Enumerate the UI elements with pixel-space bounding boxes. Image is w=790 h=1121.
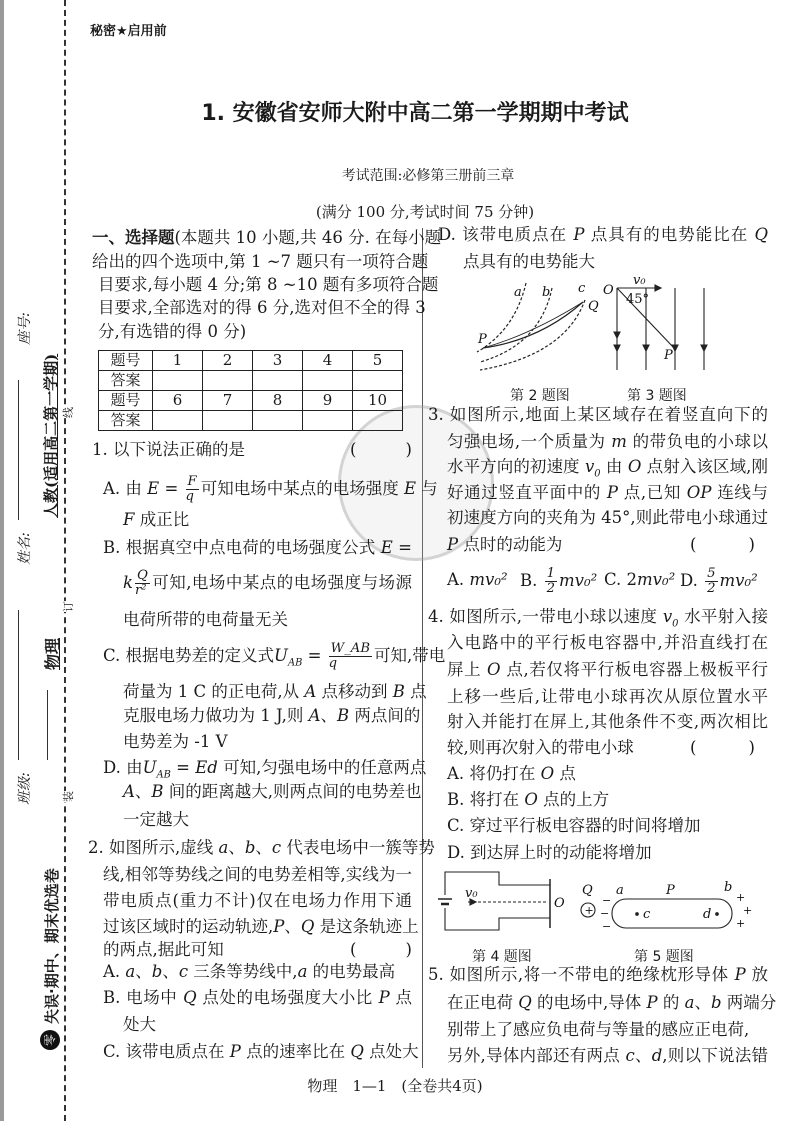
answer-option: C. 2mv₀²: [604, 570, 676, 589]
label-d: d: [703, 907, 712, 922]
figure-3: [603, 273, 707, 370]
label-b: b: [724, 880, 733, 895]
figure-2: [477, 281, 599, 370]
text-line: 电势差为 -1 V: [123, 732, 228, 751]
text-line: A、B 间的距离越大,则两点间的电势差也: [123, 782, 422, 801]
label-v0: v₀: [633, 273, 646, 288]
text-line: 射入并能打在屏上,其他条件不变,两次相比: [447, 712, 768, 731]
row-header: 题号: [99, 391, 153, 411]
Q-charge-sign: +: [584, 904, 594, 917]
text-line: D. 到达屏上时的动能将增加: [447, 843, 652, 862]
text-line: 较,则再次射入的带电小球: [447, 738, 634, 757]
text-line: F 成正比: [123, 510, 190, 529]
positive-charge-sign: +: [743, 904, 753, 917]
question-number-cell: 4: [303, 351, 353, 371]
label-c: c: [643, 907, 651, 922]
question-number-cell: 2: [203, 351, 253, 371]
text-line: 上移一些后,让带电小球再次从原位置水平: [447, 687, 768, 706]
series-logo: 零: [40, 1030, 60, 1050]
text-line: 点具有的电势能大: [463, 252, 595, 271]
text-line: 5. 如图所示,将一不带电的绝缘枕形导体 P 放: [428, 965, 768, 984]
figure-5-caption: 第 5 题图: [634, 949, 694, 965]
exam-scope: 考试范围:必修第三册前三章: [341, 168, 515, 184]
text-line: 一定越大: [123, 810, 189, 829]
subject-label: 物理: [43, 637, 62, 670]
class-label: 班级:: [17, 772, 33, 805]
name-label: 姓名:: [17, 532, 33, 565]
text-line: 分,有选错的得 0 分): [98, 322, 247, 341]
text-line: 处大: [123, 1015, 156, 1034]
text-line: B. 电场中 Q 点处的电场强度大小比 P 点: [103, 988, 412, 1007]
negative-charge-sign: −: [602, 920, 612, 933]
question-number-cell: 9: [303, 391, 353, 411]
text-line: C. 该带电质点在 P 点的速率比在 Q 点处大: [103, 1042, 419, 1061]
text-line: B. 将打在 O 点的上方: [447, 790, 610, 809]
score-time: (满分 100 分,考试时间 75 分钟): [315, 203, 535, 221]
row-header: 答案: [99, 371, 153, 391]
answer-bracket: ( ): [350, 440, 412, 459]
answer-bracket: ( ): [690, 738, 755, 757]
text-line: 4. 如图所示,一带电小球以速度 $v_0$ 水平射入接: [428, 607, 768, 630]
question-number-cell: 5: [353, 351, 403, 371]
label-Q: Q: [582, 883, 593, 898]
positive-charge-sign: +: [736, 917, 746, 930]
label-O: O: [603, 283, 614, 298]
label-c: c: [578, 281, 586, 296]
text-line: 匀强电场,一个质量为 m 的带负电的小球以: [447, 432, 768, 451]
question-number-cell: 10: [353, 391, 403, 411]
confidential-label: 秘密★启用前: [90, 24, 167, 39]
text-line: 在正电荷 Q 的电场中,导体 P 的 a、b 两端分: [447, 993, 777, 1012]
figure-2-caption: 第 2 题图: [510, 388, 570, 404]
label-O: O: [554, 896, 565, 911]
text-line: 水平方向的初速度 $v_0$ 由 O 点射入该区域,刚: [447, 457, 768, 480]
figure-4-caption: 第 4 题图: [472, 949, 532, 965]
trajectory: [483, 302, 583, 348]
text-line: 荷量为 1 C 的正电荷,从 A 点移动到 B 点: [123, 682, 427, 701]
text-line: C. 根据电势差的定义式$U_{AB}$ = $\frac{W\_AB}{q}$ 可知,带电: [103, 641, 446, 671]
question-number-cell: 6: [153, 391, 203, 411]
answer-option: B. $\frac{1}{2}$ mv₀²: [520, 566, 598, 596]
text-line: A. 将仍打在 O 点: [447, 764, 576, 783]
label-b: b: [542, 285, 551, 300]
text-line: A. a、b、c 三条等势线中,a 的电势最高: [103, 962, 396, 981]
label-P: P: [666, 883, 675, 898]
text-line: A. 由 E = $\frac{F}{q}$ 可知电场中某点的电场强度 E 与: [103, 474, 438, 504]
answer-option: A. mv₀²: [447, 570, 508, 589]
label-angle: 45°: [626, 292, 650, 307]
question-number-cell: 3: [253, 351, 303, 371]
cut-mark-zhuang: 装: [62, 791, 75, 802]
text-line: 线,相邻等势线之间的电势差相等,实线为一: [103, 865, 412, 884]
seat-label: 座号:: [17, 312, 33, 345]
figure-5: [581, 880, 752, 933]
text-line: 一、选择题(本题共 10 小题,共 46 分. 在每小题: [92, 228, 442, 247]
text-line: 好通过竖直平面中的 P 点,已知 OP 连线与: [447, 483, 768, 502]
page-footer: 物理 1—1 (全卷共4页): [307, 1077, 483, 1095]
text-line: 入电路中的平行板电容器中,并沿直线打在: [447, 633, 768, 652]
text-line: 克服电场力做功为 1 J,则 A、B 两点间的: [123, 706, 421, 725]
question-number-cell: 7: [203, 391, 253, 411]
series-label: 失误·期中、期末优选卷: [43, 868, 61, 1024]
text-line: 过该区域时的运动轨迹,P、Q 是这条轨迹上: [103, 917, 419, 936]
cut-mark-xian: 线: [62, 407, 75, 418]
text-line: 1. 以下说法正确的是: [92, 440, 245, 459]
text-line: 电荷所带的电荷量无关: [123, 610, 288, 629]
label-P: P: [664, 348, 673, 363]
label-v0: v₀: [465, 886, 478, 901]
label-a: a: [514, 285, 522, 300]
question-number-cell: 8: [253, 391, 303, 411]
text-line: 带电质点(重力不计)仅在电场力作用下通: [103, 891, 412, 910]
row-header: 答案: [99, 411, 153, 431]
answer-option: D. $\frac{5}{2}$ mv₀²: [680, 566, 758, 596]
text-line: 目要求,全部选对的得 6 分,选对但不全的得 3: [98, 298, 426, 317]
label-a: a: [616, 883, 624, 898]
text-line: B. 根据真空中点电荷的电场强度公式 E =: [103, 538, 412, 557]
text-line: 别带上了感应负电荷与等量的感应正电荷,: [447, 1020, 750, 1039]
positive-charge-sign: +: [736, 891, 746, 904]
row-header: 题号: [99, 351, 153, 371]
text-line: k $\frac{Q}{\text{r²}}$ 可知,电场中某点的电场强度与场源: [123, 568, 412, 598]
text-line: P 点时的动能为: [447, 535, 563, 554]
question-number-cell: 1: [153, 351, 203, 371]
figure-3-caption: 第 3 题图: [627, 388, 687, 404]
text-line: D. 该带电质点在 P 点具有的电势能比在 Q: [438, 225, 768, 244]
label-P: P: [478, 332, 487, 347]
text-line: 初速度方向的夹角为 45°,则此带电小球通过: [447, 508, 768, 527]
negative-charge-sign: −: [600, 907, 610, 920]
text-line: 目要求,每小题 4 分;第 8 ~10 题有多项符合题: [98, 275, 439, 294]
text-line: 给出的四个选项中,第 1 ~7 题只有一项符合题: [92, 252, 429, 271]
figure-4: [438, 872, 565, 930]
text-line: 屏上 O 点,若仅将平行板电容器上极板平行: [447, 660, 768, 679]
answer-bracket: ( ): [350, 940, 412, 959]
text-line: 3. 如图所示,地面上某区域存在着竖直向下的: [428, 405, 768, 424]
edition-label: 人教(适用高二第一学期): [42, 353, 60, 518]
label-Q: Q: [588, 299, 599, 314]
text-line: C. 穿过平行板电容器的时间将增加: [447, 816, 701, 835]
text-line: 另外,导体内部还有两点 c、d,则以下说法错: [447, 1046, 768, 1065]
trajectory-upper: [483, 302, 583, 348]
text-line: 2. 如图所示,虚线 a、b、c 代表电场中一簇等势: [88, 838, 435, 857]
text-line: 的两点,据此可知: [103, 940, 224, 959]
text-line: D. 由$U_{AB} = Ed$ 可知,匀强电场中的任意两点: [103, 758, 427, 781]
page-title: 1. 安徽省安师大附中高二第一学期期中考试: [201, 101, 629, 126]
cut-mark-ding: 订: [62, 601, 75, 612]
negative-charge-sign: −: [602, 894, 612, 907]
answer-bracket: ( ): [690, 535, 755, 554]
